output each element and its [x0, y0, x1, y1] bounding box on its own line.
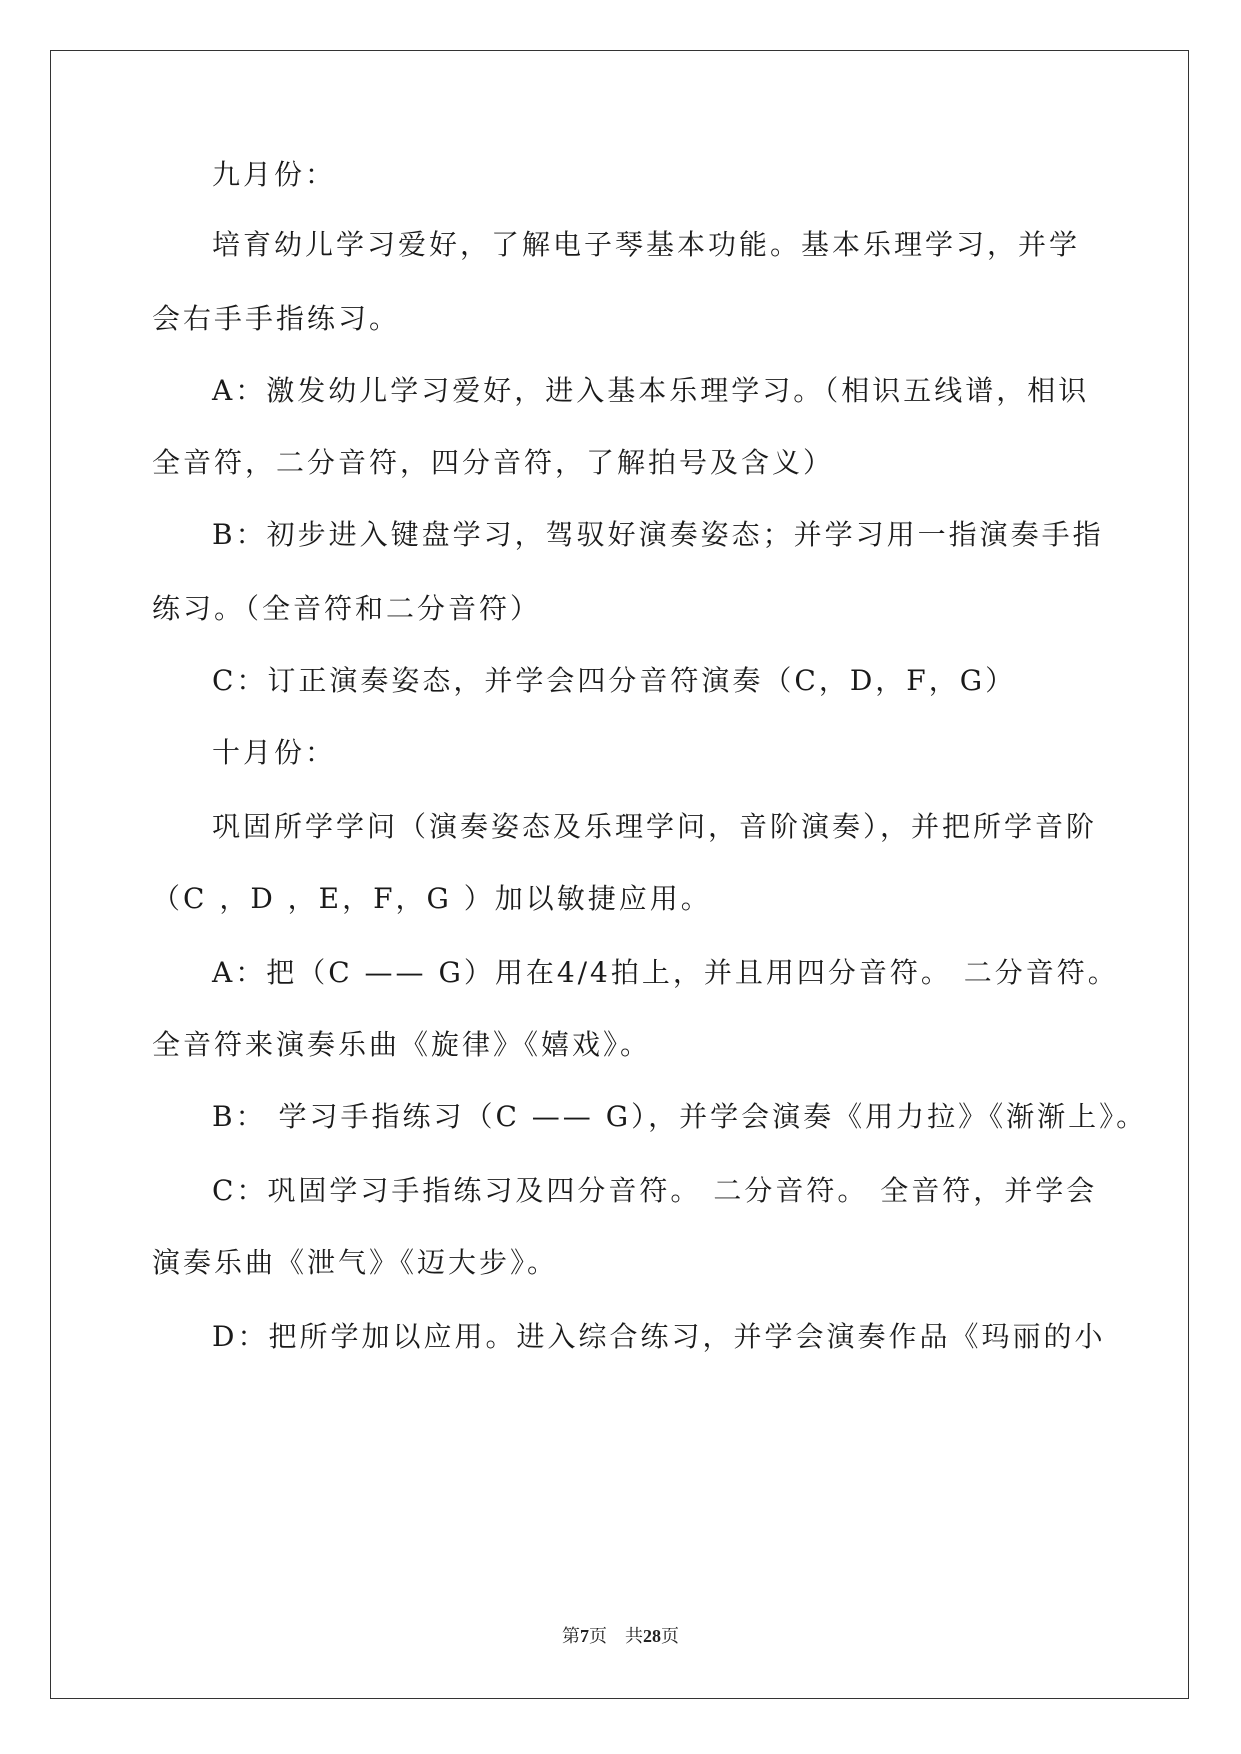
footer-total-suffix: 页: [661, 1626, 679, 1646]
paragraph-line: 培育幼儿学习爱好，了解电子琴基本功能。基本乐理学习，并学: [212, 228, 1081, 261]
footer-page-word: 页: [589, 1626, 607, 1646]
paragraph-line: 练习。（全音符和二分音符）: [152, 592, 542, 625]
current-page-number: 7: [580, 1626, 589, 1646]
page-frame: [50, 50, 1189, 1699]
page-footer: [0, 1622, 1241, 1648]
heading-october: 十月份：: [212, 736, 337, 769]
paragraph-line: B：初步进入键盘学习，驾驭好演奏姿态；并学习用一指演奏手指: [212, 518, 1104, 551]
paragraph-line: 演奏乐曲《泄气》《迈大步》。: [152, 1246, 559, 1279]
paragraph-line: 全音符来演奏乐曲《旋律》《嬉戏》。: [152, 1028, 652, 1061]
paragraph-line: D：把所学加以应用。进入综合练习，并学会演奏作品《玛丽的小: [212, 1320, 1106, 1353]
heading-september: 九月份：: [212, 158, 337, 191]
paragraph-line: 全音符，二分音符，四分音符，了解拍号及含义）: [152, 446, 835, 479]
paragraph-line: （C ，D ，E，F，G ）加以敏捷应用。: [152, 882, 712, 915]
paragraph-line: 会右手手指练习。: [152, 302, 401, 335]
paragraph-line: A：把（C —— G）用在4/4拍上，并且用四分音符。 二分音符。: [212, 956, 1119, 989]
footer-total-prefix: 共: [625, 1626, 643, 1646]
total-pages-number: 28: [643, 1626, 661, 1646]
paragraph-line: B： 学习手指练习（C —— G），并学会演奏《用力拉》《渐渐上》。: [212, 1100, 1148, 1133]
footer-prefix: 第: [562, 1626, 580, 1646]
paragraph-line: C：巩固学习手指练习及四分音符。 二分音符。 全音符，并学会: [212, 1174, 1098, 1207]
paragraph-line: 巩固所学学问（演奏姿态及乐理学问，音阶演奏），并把所学音阶: [212, 810, 1098, 843]
paragraph-line: A：激发幼儿学习爱好，进入基本乐理学习。（相识五线谱，相识: [212, 374, 1090, 407]
paragraph-line: C：订正演奏姿态，并学会四分音符演奏（C，D，F，G）: [212, 664, 1017, 697]
